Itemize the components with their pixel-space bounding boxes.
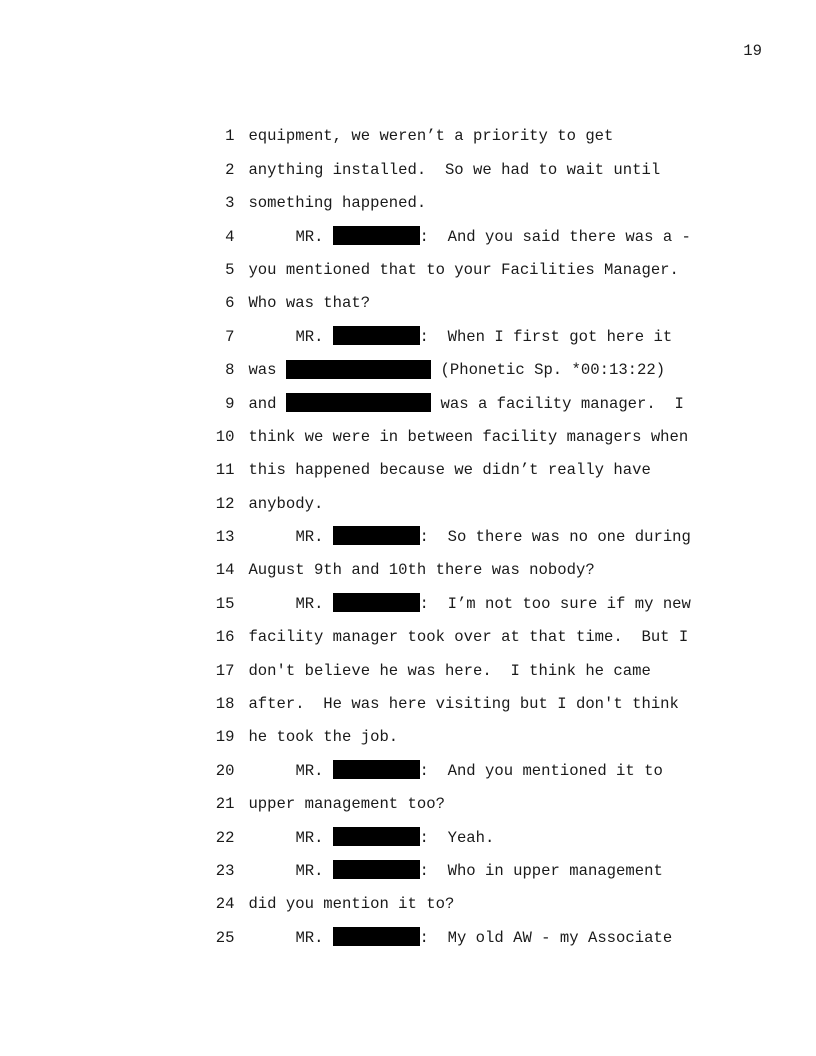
speaker-label: MR.: [295, 862, 324, 880]
transcript-line: [170, 721, 690, 780]
transcript-line: [170, 287, 690, 346]
transcript-line: [170, 688, 690, 747]
line-text-prefix: and: [248, 394, 277, 413]
transcript-line: [170, 855, 690, 914]
transcript-line: [170, 221, 690, 279]
page-number: 19: [743, 42, 762, 60]
transcript-line: [170, 454, 690, 513]
line-number: 20: [215, 761, 235, 780]
line-text: he took the job.: [248, 728, 399, 747]
transcript-line: [170, 621, 690, 680]
line-number: 19: [215, 728, 235, 747]
line-text: equipment, we weren’t a priority to get: [248, 127, 614, 146]
transcript-line: [170, 521, 690, 580]
transcript-line: [170, 120, 690, 179]
transcript-line: [170, 588, 690, 647]
line-text: Who was that?: [248, 294, 371, 313]
line-number: 8: [225, 361, 235, 380]
line-text: : And you said there was a -: [419, 227, 691, 246]
line-text: : When I first got here it: [419, 327, 673, 346]
line-text: anything installed. So we had to wait until: [248, 160, 661, 179]
transcript-line: [170, 354, 690, 413]
line-number: 15: [215, 594, 235, 613]
line-number: 14: [215, 561, 235, 580]
transcript-line: [170, 321, 690, 380]
transcript-line: [170, 154, 690, 213]
line-number: 22: [215, 828, 235, 847]
line-number: 3: [225, 194, 235, 213]
line-text: August 9th and 10th there was nobody?: [248, 561, 595, 580]
transcript-line: [170, 187, 691, 246]
line-text: : Who in upper management: [419, 862, 663, 880]
line-text: after. He was here visiting but I don't think: [248, 695, 679, 714]
line-text: upper management too?: [248, 795, 445, 814]
line-text: this happened because we didn’t really have: [248, 461, 651, 480]
speaker-label: MR.: [295, 594, 324, 613]
line-text: you mentioned that to your Facilities Manager.: [248, 260, 679, 279]
transcript-line: [170, 488, 691, 547]
redaction-box: [333, 927, 420, 946]
line-number: 16: [215, 628, 235, 647]
line-text: was a facility manager. I: [440, 394, 684, 413]
line-text: facility manager took over at that time. But I: [248, 628, 689, 647]
line-number: 10: [215, 427, 235, 446]
transcript-line: [170, 554, 691, 613]
speaker-label: MR.: [295, 528, 324, 547]
speaker-label: MR.: [295, 761, 324, 780]
line-number: 9: [225, 394, 235, 413]
line-text: : And you mentioned it to: [419, 761, 663, 780]
transcript-line: [170, 254, 690, 313]
line-number: 5: [225, 260, 235, 279]
line-text: something happened.: [248, 194, 427, 213]
speaker-label: MR.: [295, 828, 324, 847]
line-number: 18: [215, 695, 235, 714]
transcript-line: [170, 888, 690, 947]
line-number: 25: [215, 928, 235, 947]
line-text: : I’m not too sure if my new: [419, 594, 691, 613]
line-number: 21: [215, 795, 235, 814]
transcript-line: [170, 388, 690, 446]
transcript-line: [170, 87, 690, 146]
transcript-line: [170, 421, 690, 480]
line-number: 4: [225, 227, 235, 246]
line-number: 7: [225, 327, 235, 346]
line-number: 6: [225, 294, 235, 313]
line-text: anybody.: [248, 494, 324, 513]
transcript-line: [170, 755, 690, 814]
line-number: 17: [215, 661, 235, 680]
line-number: 24: [215, 895, 235, 914]
transcript-line: [170, 655, 690, 714]
line-number: 13: [215, 528, 235, 547]
line-text: : Yeah.: [419, 828, 495, 847]
line-text: did you mention it to?: [248, 895, 455, 914]
line-text: (Phonetic Sp. *00:13:22): [440, 361, 666, 380]
speaker-label: MR.: [295, 227, 324, 246]
line-text-prefix: was: [248, 361, 277, 380]
line-number: 12: [215, 494, 235, 513]
transcript-body: [170, 87, 691, 947]
line-text: : My old AW - my Associate: [419, 928, 673, 947]
speaker-label: MR.: [295, 928, 324, 947]
line-number: 1: [225, 127, 235, 146]
line-text: think we were in between facility managers when: [248, 427, 689, 446]
transcript-line: [170, 822, 690, 880]
line-text: : So there was no one during: [419, 528, 691, 547]
transcript-line: [170, 788, 690, 847]
line-number: 2: [225, 160, 235, 179]
line-number: 23: [215, 862, 235, 880]
line-number: 11: [215, 461, 235, 480]
line-text: don't believe he was here. I think he came: [248, 661, 651, 680]
speaker-label: MR.: [295, 327, 324, 346]
